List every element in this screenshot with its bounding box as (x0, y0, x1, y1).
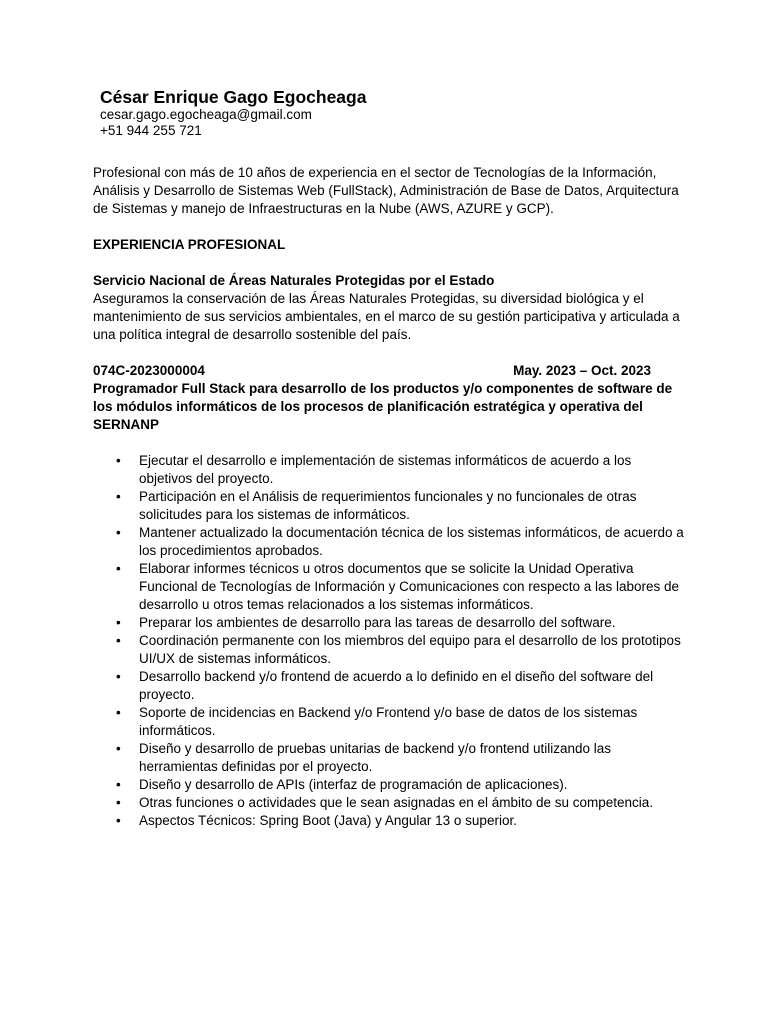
duty-text: Diseño y desarrollo de pruebas unitarias de backend y/o frontend utilizando las herramientas definidas por el proyecto. (139, 741, 612, 774)
cv-body (93, 164, 693, 830)
job-header-line (93, 362, 651, 380)
duty-text: Participación en el Análisis de requerimientos funcionales y no funcionales de otras solicitudes para los sistemas de informáticos. (139, 489, 637, 522)
bullet-icon: • (116, 795, 121, 810)
duty-item (93, 632, 685, 668)
bullet-icon: • (116, 633, 121, 648)
duties-list (93, 452, 693, 830)
bullet-icon: • (116, 525, 121, 540)
contract-code: 074C-2023000004 (93, 363, 205, 378)
bullet-icon: • (116, 669, 121, 684)
duty-item (93, 794, 685, 812)
bullet-icon: • (116, 777, 121, 792)
duty-text: Otras funciones o actividades que le sean asignadas en el ámbito de su competencia. (139, 795, 654, 810)
duty-item (93, 452, 685, 488)
duty-text: Preparar los ambientes de desarrollo para las tareas de desarrollo del software. (139, 615, 616, 630)
duty-item (93, 668, 685, 704)
duty-text: Mantener actualizado la documentación técnica de los sistemas informáticos, de acuerdo a los procedimientos aprobados. (139, 525, 684, 558)
duty-text: Desarrollo backend y/o frontend de acuerdo a lo definido en el diseño del software del proyecto. (139, 669, 654, 702)
organization-description: Aseguramos la conservación de las Áreas Naturales Protegidas, su diversidad biológica y el mantenimiento de sus servicios ambientales, en el marco de su gestión participativa y articulada a una política integral de desarrollo sostenible del país. (93, 291, 680, 342)
duty-item (93, 776, 685, 794)
bullet-icon: • (116, 489, 121, 504)
experience-section-title: EXPERIENCIA PROFESIONAL (93, 237, 286, 252)
bullet-icon: • (116, 705, 121, 720)
duty-item (93, 614, 685, 632)
professional-summary: Profesional con más de 10 años de experiencia en el sector de Tecnologías de la Información, Análisis y Desarrollo de Sistemas Web (FullStack), Administración de Base de Datos, Arquitectura de Sistemas y manejo de Infraestructuras en la Nube (AWS, AZURE y GCP). (93, 165, 679, 216)
duty-text: Soporte de incidencias en Backend y/o Frontend y/o base de datos de los sistemas informáticos. (139, 705, 638, 738)
duty-text: Aspectos Técnicos: Spring Boot (Java) y Angular 13 o superior. (139, 813, 517, 828)
duty-text: Diseño y desarrollo de APIs (interfaz de programación de aplicaciones). (139, 777, 568, 792)
email-text: cesar.gago.egocheaga@gmail.com (100, 107, 312, 122)
duty-item (93, 812, 685, 830)
bullet-icon: • (116, 741, 121, 756)
bullet-icon: • (116, 813, 121, 828)
duty-text: Elaborar informes técnicos u otros documentos que se solicite la Unidad Operativa Funcional de Tecnologías de Información y Comunicaciones con respecto a las labores de desarrollo u otros temas relacionados a los sistemas informáticos. (139, 561, 680, 612)
cv-header (100, 87, 366, 138)
bullet-icon: • (116, 453, 121, 468)
phone-text: +51 944 255 721 (100, 122, 202, 138)
organization-name: Servicio Nacional de Áreas Naturales Protegidas por el Estado (93, 273, 495, 288)
job-title: Programador Full Stack para desarrollo de los productos y/o componentes de software de los módulos informáticos de los procesos de planificación estratégica y operativa del SERNANP (93, 381, 673, 432)
job-period: May. 2023 – Oct. 2023 (513, 363, 651, 378)
duty-item (93, 524, 685, 560)
candidate-name: César Enrique Gago Egocheaga (100, 87, 367, 107)
duty-text: Ejecutar el desarrollo e implementación de sistemas informáticos de acuerdo a los objetivos del proyecto. (139, 453, 632, 486)
bullet-icon: • (116, 615, 121, 630)
duty-item (93, 740, 685, 776)
duty-item (93, 560, 685, 614)
duty-item (93, 488, 685, 524)
duty-text: Coordinación permanente con los miembros del equipo para el desarrollo de los prototipos UI/UX de sistemas informáticos. (139, 633, 681, 666)
duty-item (93, 704, 685, 740)
bullet-icon: • (116, 561, 121, 576)
